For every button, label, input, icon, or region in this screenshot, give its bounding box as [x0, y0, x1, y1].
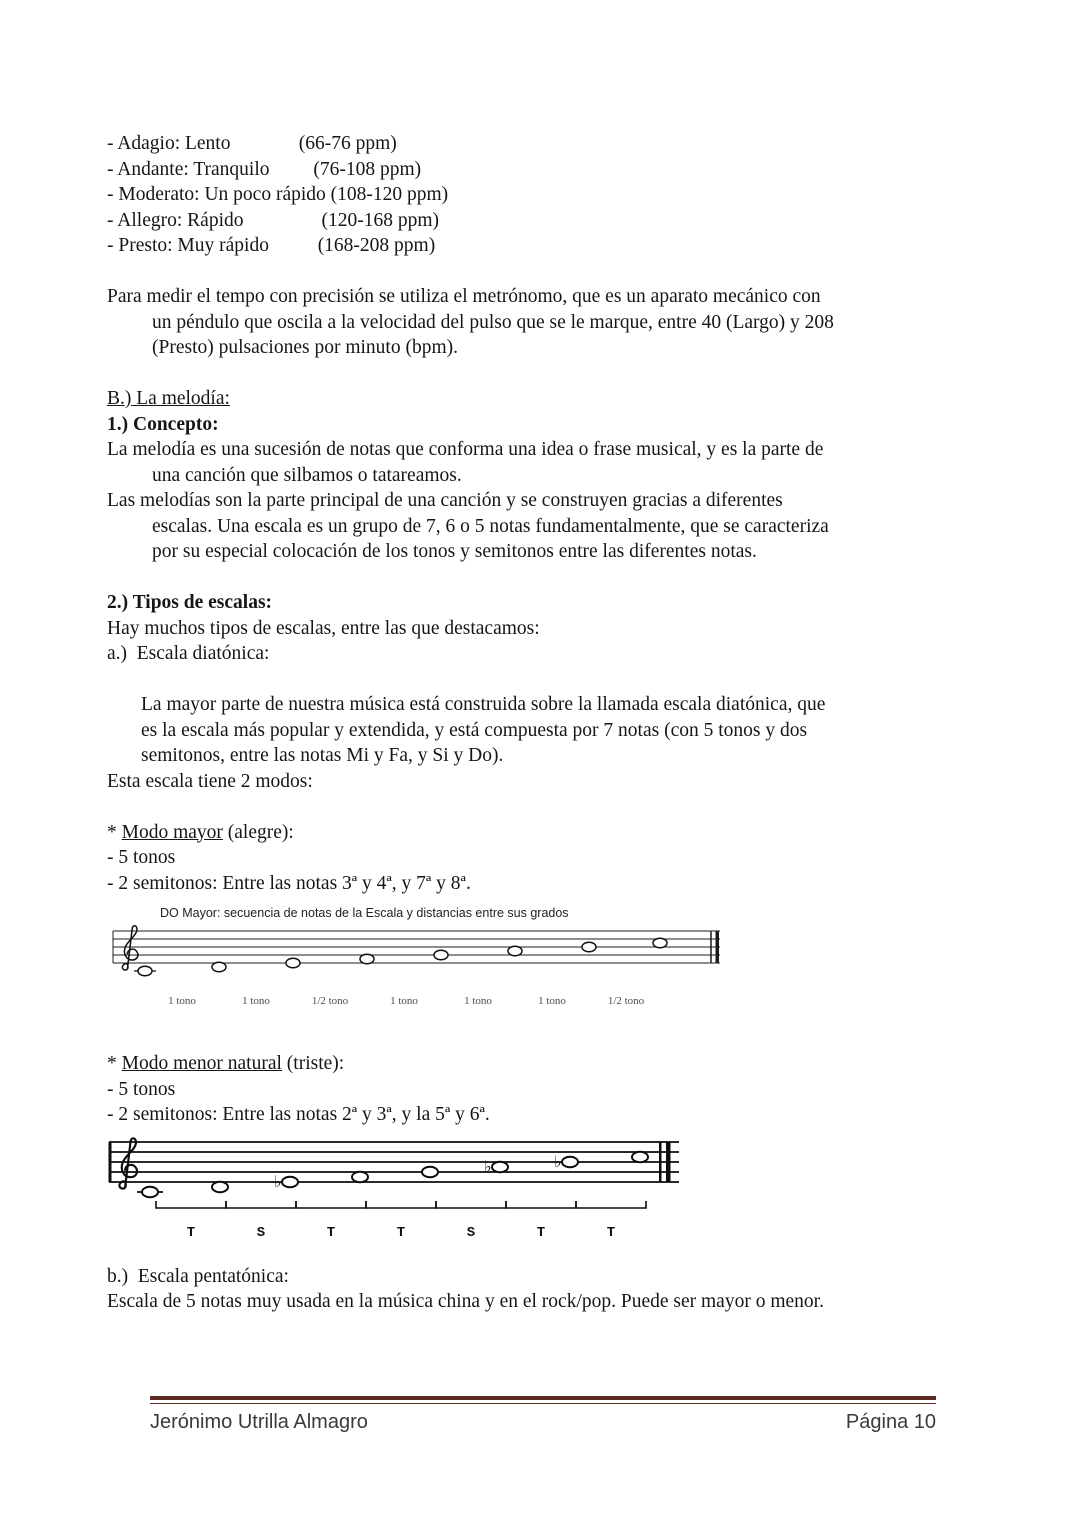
menor-tonos-line: - 5 tonos [107, 1078, 176, 1100]
modo-menor-suffix: (triste): [281, 1053, 345, 1074]
flat-icon: ♭ [274, 1171, 282, 1191]
interval-label: 1/2 tono [607, 994, 645, 1007]
body-line: una canción que silbamos o tatareamos. [152, 464, 462, 486]
footer-divider [150, 1396, 936, 1404]
interval-label: 1 tono [538, 994, 566, 1007]
heading-tipos-de-escalas: 2.) Tipos de escalas: [107, 592, 273, 613]
body-line: un péndulo que oscila a la velocidad del pulso que se le marque, entre 40 (Largo) y 208 [152, 311, 834, 333]
modo-mayor-suffix: (alegre): [222, 821, 294, 843]
paragraph-metronome [107, 284, 973, 361]
interval-letter: T [606, 1225, 616, 1241]
body-line: La mayor parte de nuestra música está construida sobre la llamada escala diatónica, que [141, 694, 826, 715]
interval-label: 1/2 tono [311, 994, 349, 1007]
interval-letter: T [536, 1225, 546, 1241]
tempo-item-presto: - Presto: Muy rápido (168-208 ppm) [107, 235, 436, 256]
interval-brackets [156, 1201, 646, 1208]
line-pentatonica-desc: Escala de 5 notas muy usada en la música china y en el rock/pop. Puede ser mayor o menor. [107, 1291, 824, 1312]
interval-letter: T [186, 1225, 196, 1241]
body-line: es la escala más popular y extendida, y está compuesta por 7 notas (con 5 tonos y dos [141, 719, 808, 741]
interval-letter: T [396, 1225, 406, 1241]
body-line: semitonos, entre las notas Mi y Fa, y Si y Do). [141, 745, 504, 766]
line-escala-pentatonica: b.) Escala pentatónica: [107, 1265, 289, 1287]
bullet: * [107, 1053, 122, 1074]
interval-label: 1 tono [242, 994, 270, 1007]
paragraph-diatonica [107, 692, 973, 769]
modo-menor-label: Modo menor natural [121, 1053, 282, 1074]
page-footer [150, 1396, 936, 1434]
tempo-item-allegro: - Allegro: Rápido (120-168 ppm) [107, 209, 440, 231]
footer-author: Jerónimo Utrilla Almagro [150, 1411, 368, 1433]
tempo-item-adagio: - Adagio: Lento (66-76 ppm) [107, 133, 397, 154]
interval-letter: S [256, 1225, 266, 1241]
body-line: (Presto) pulsaciones por minuto (bpm). [152, 337, 458, 358]
document-body [107, 131, 973, 1315]
body-line: La melodía es una sucesión de notas que conforma una idea o frase musical, y es la parte de [107, 439, 824, 460]
modo-mayor-line [107, 820, 973, 846]
mayor-semitonos-line: - 2 semitonos: Entre las notas 3ª y 4ª, y 7ª y 8ª. [107, 872, 471, 894]
paragraph-melodia [107, 437, 973, 565]
tempo-item-moderato: - Moderato: Un poco rápido (108-120 ppm) [107, 184, 449, 205]
interval-label: 1 tono [390, 994, 418, 1007]
interval-letter: S [466, 1225, 476, 1241]
staff-figure-major [107, 906, 973, 1051]
menor-semitonos-line: - 2 semitonos: Entre las notas 2ª y 3ª, y la 5ª y 6ª. [107, 1104, 490, 1125]
line-escala-diatonica: a.) Escala diatónica: [107, 643, 270, 664]
tempo-item-andante: - Andante: Tranquilo (76-108 ppm) [107, 158, 422, 180]
treble-clef-icon [119, 1138, 137, 1188]
staff-major-notation [107, 921, 732, 981]
body-line: Las melodías son la parte principal de una canción y se construyen gracias a diferentes [107, 490, 783, 511]
flat-icon: ♭ [484, 1156, 492, 1176]
interval-letter: T [326, 1225, 336, 1241]
staff-figure-minor [107, 1128, 973, 1264]
interval-label: 1 tono [168, 994, 196, 1007]
body-line: escalas. Una escala es un grupo de 7, 6 o 5 notas fundamentalmente, que se caracteriza [152, 515, 829, 537]
interval-labels-row [107, 989, 973, 1005]
whole-notes-minor [142, 1151, 648, 1196]
staff-major-caption: DO Mayor: secuencia de notas de la Escala y distancias entre sus grados [160, 906, 569, 920]
mayor-tonos-line: - 5 tonos [107, 847, 176, 868]
body-line: Para medir el tempo con precisión se utiliza el metrónomo, que es un aparato mecánico con [107, 286, 821, 307]
bullet: * [107, 821, 122, 843]
line-esta-escala: Esta escala tiene 2 modos: [107, 770, 313, 792]
footer-page-number: Página 10 [845, 1411, 936, 1433]
staff-major-canvas [107, 921, 973, 1005]
heading-concepto: 1.) Concepto: [107, 413, 219, 435]
heading-la-melodia: B.) La melodía: [107, 388, 230, 409]
interval-label: 1 tono [464, 994, 492, 1007]
modo-mayor-label: Modo mayor [121, 821, 223, 843]
whole-notes-major [138, 938, 667, 975]
tempo-list [107, 131, 973, 259]
modo-menor-line [107, 1051, 973, 1077]
interval-letters-row [107, 1221, 973, 1239]
flat-icon: ♭ [554, 1151, 562, 1171]
body-line: por su especial colocación de los tonos y semitonos entre las diferentes notas. [152, 541, 757, 562]
line-hay-muchos: Hay muchos tipos de escalas, entre las que destacamos: [107, 617, 540, 639]
staff-minor-notation [107, 1130, 707, 1214]
